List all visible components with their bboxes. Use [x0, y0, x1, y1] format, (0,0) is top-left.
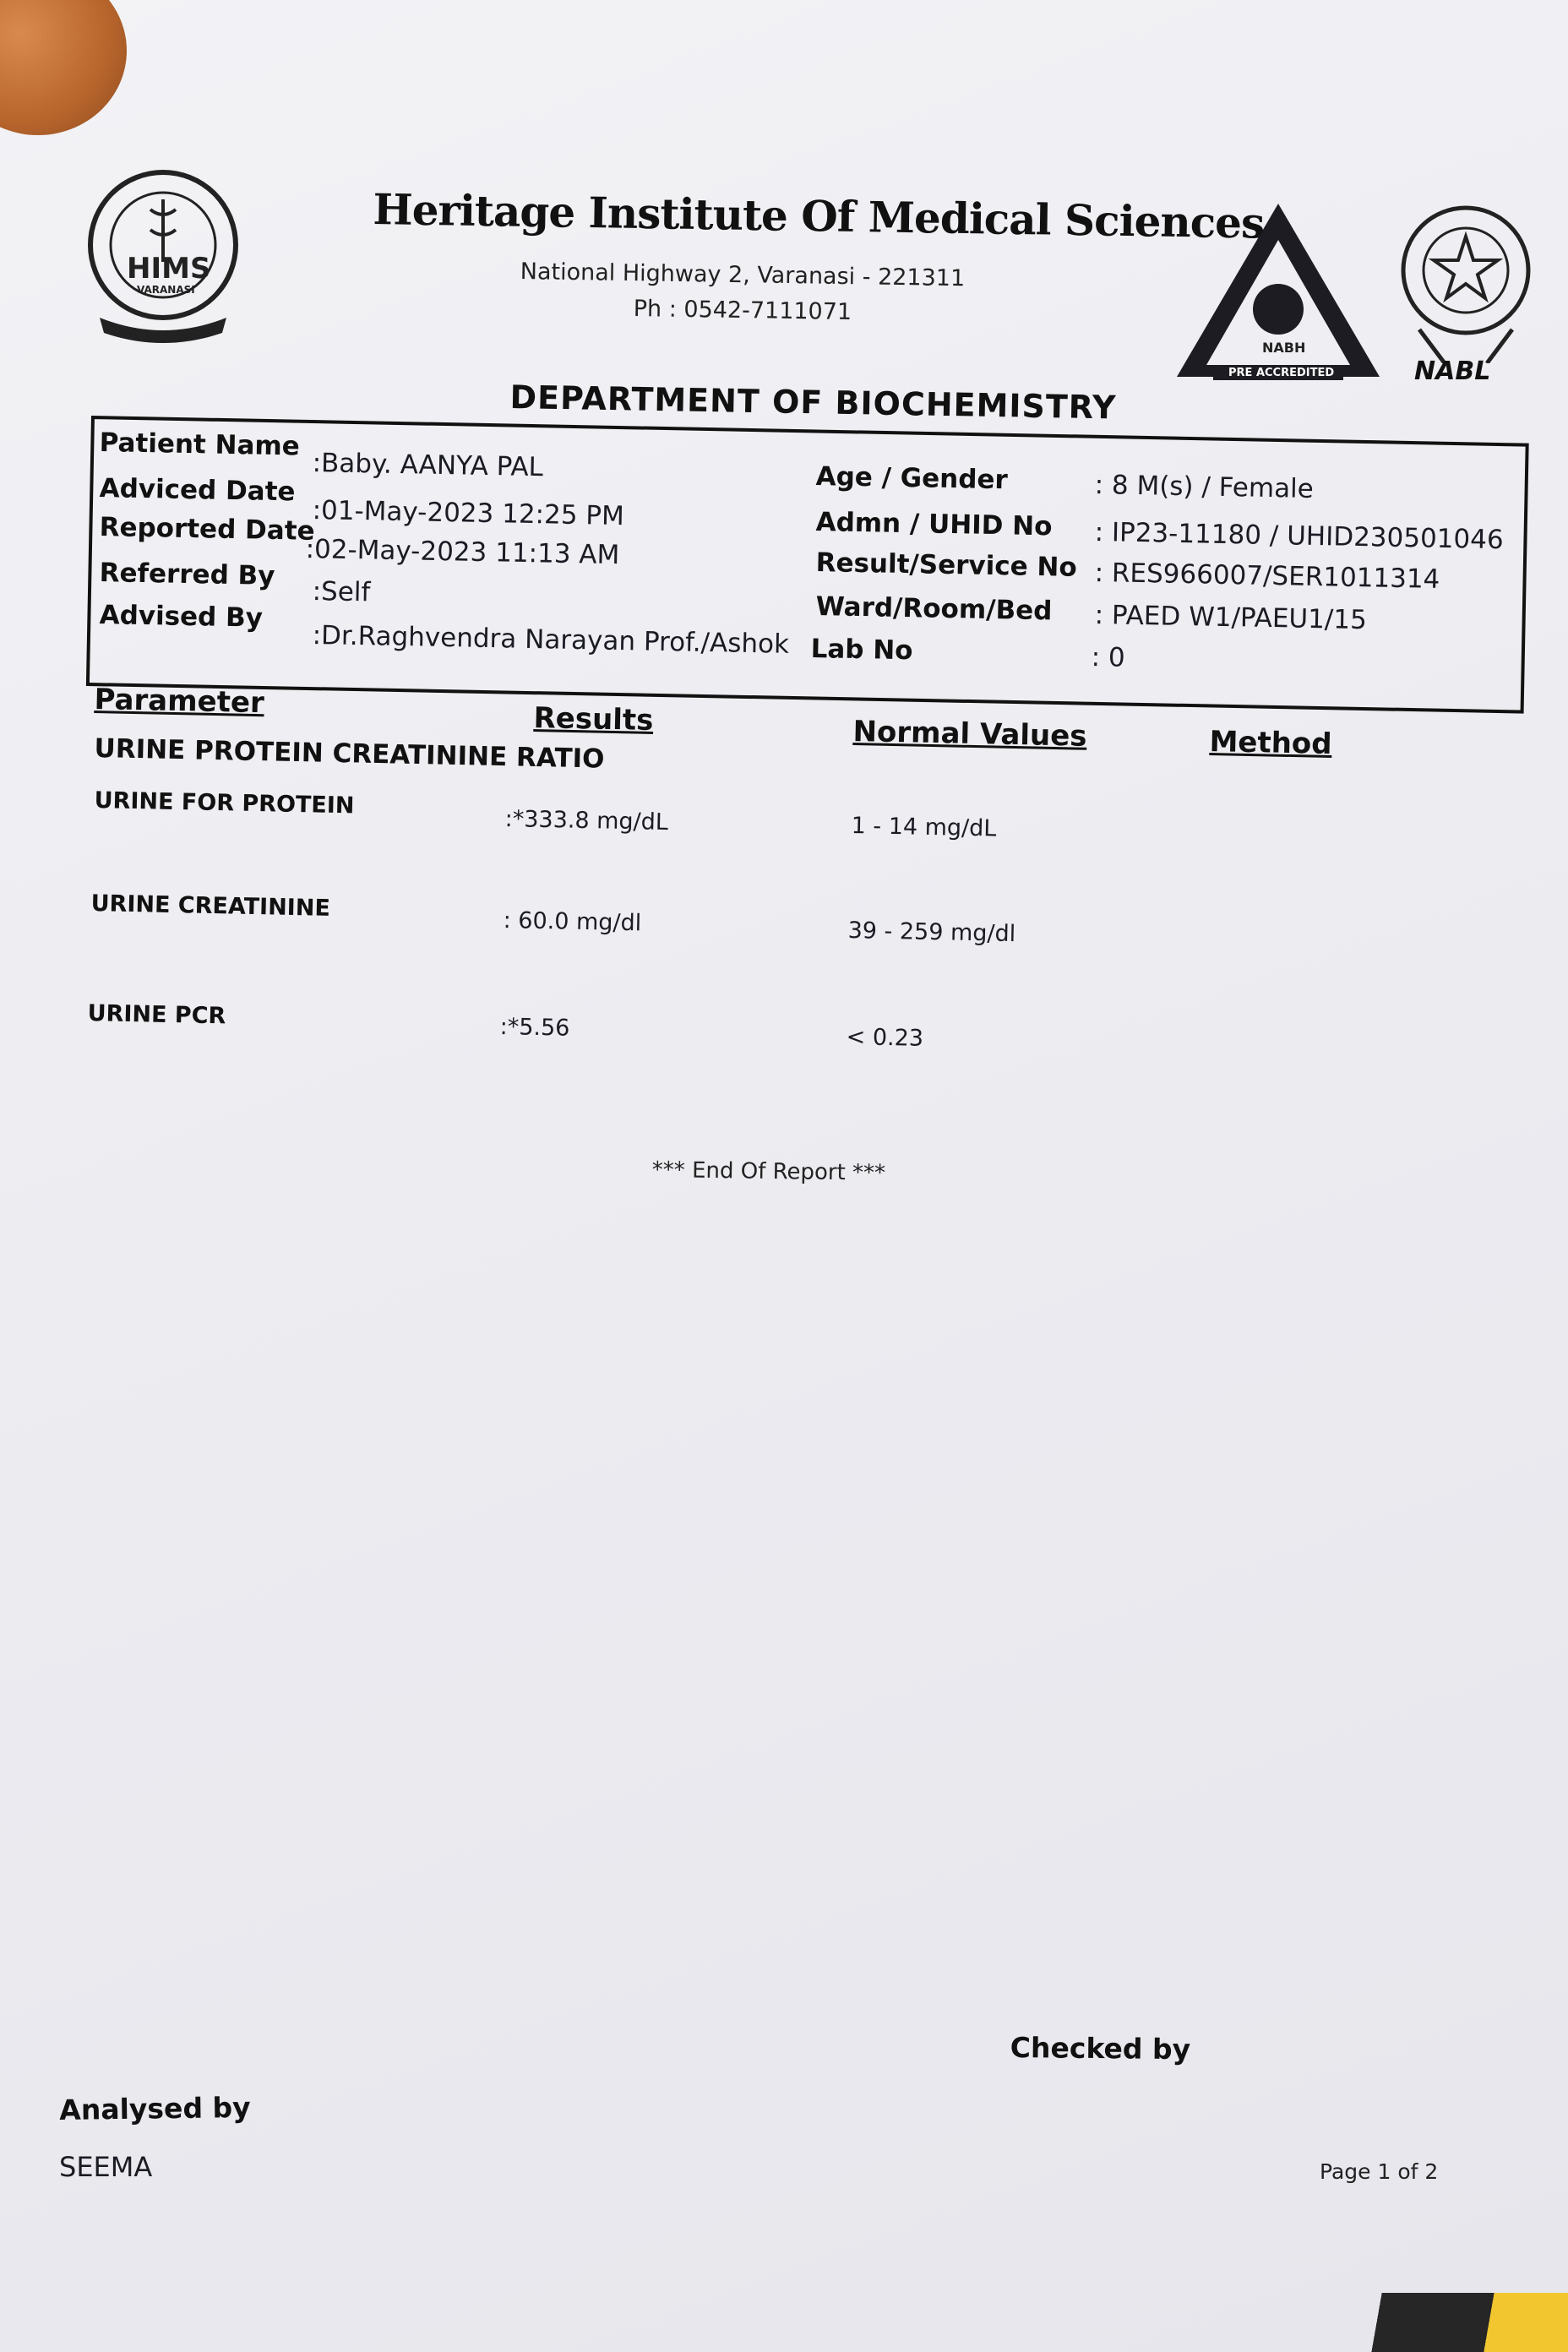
row-result: :*333.8 mg/dL: [504, 806, 669, 836]
col-header-results: Results: [533, 701, 654, 738]
row-parameter: URINE CREATININE: [90, 890, 331, 922]
lab-no-value: : 0: [1091, 642, 1126, 673]
institute-name: Heritage Institute Of Medical Sciences: [373, 184, 1265, 248]
row-normal: 39 - 259 mg/dl: [847, 917, 1016, 948]
analysed-by-label: Analysed by: [59, 2090, 251, 2126]
ward-room-bed-label: Ward/Room/Bed: [815, 591, 1053, 627]
department-title: DEPARTMENT OF BIOCHEMISTRY: [509, 378, 1117, 427]
ward-room-bed-value: : PAED W1/PAEU1/15: [1094, 600, 1368, 636]
result-service-value: : RES966007/SER1011314: [1094, 558, 1440, 595]
hims-logo-subtext: VARANASI: [137, 284, 195, 296]
lab-no-label: Lab No: [810, 634, 913, 667]
col-header-parameter: Parameter: [94, 683, 265, 721]
institute-phone: Ph : 0542-7111071: [633, 296, 852, 326]
row-normal: < 0.23: [846, 1024, 924, 1052]
adviced-date-value: :01-May-2023 12:25 PM: [312, 495, 625, 532]
nabh-logo: [1173, 199, 1384, 385]
reported-date-label: Reported Date: [99, 512, 315, 547]
admn-uhid-label: Admn / UHID No: [815, 507, 1053, 542]
col-header-normal-values: Normal Values: [852, 715, 1087, 754]
age-gender-label: Age / Gender: [815, 461, 1009, 496]
section-title: URINE PROTEIN CREATININE RATIO: [94, 733, 605, 775]
admn-uhid-value: : IP23-11180 / UHID230501046: [1094, 517, 1504, 556]
nabh-logo-text: NABH: [1262, 340, 1306, 356]
nabl-logo-text: NABL: [1414, 357, 1491, 386]
institute-address: National Highway 2, Varanasi - 221311: [520, 259, 966, 292]
nabl-logo: [1386, 203, 1546, 389]
patient-name-value: :Baby. AANYA PAL: [312, 448, 544, 483]
hims-logo-text: HIMS: [127, 252, 211, 286]
row-normal: 1 - 14 mg/dL: [851, 813, 997, 842]
row-parameter: URINE PCR: [87, 1000, 226, 1030]
row-result: :*5.56: [499, 1014, 570, 1042]
referred-by-label: Referred By: [99, 558, 275, 591]
nabl-logo-icon: [1386, 203, 1546, 363]
advised-by-label: Advised By: [99, 600, 264, 634]
corner-artifact: [1298, 2293, 1568, 2352]
analyst-name: SEEMA: [59, 2151, 153, 2183]
advised-by-value: :Dr.Raghvendra Narayan Prof./Ashok: [312, 620, 790, 660]
hims-logo: [83, 167, 243, 345]
referred-by-value: :Self: [312, 576, 371, 608]
col-header-method: Method: [1209, 725, 1333, 762]
checked-by-label: Checked by: [1010, 2031, 1191, 2066]
end-of-report: *** End Of Report ***: [651, 1157, 886, 1186]
patient-name-label: Patient Name: [99, 427, 301, 462]
nabh-logo-icon: [1173, 199, 1384, 385]
nabh-logo-badge: PRE ACCREDITED: [1228, 367, 1335, 379]
age-gender-value: : 8 M(s) / Female: [1094, 470, 1315, 504]
result-service-label: Result/Service No: [815, 547, 1078, 583]
row-parameter: URINE FOR PROTEIN: [94, 787, 355, 819]
row-result: : 60.0 mg/dl: [503, 907, 642, 937]
page-number: Page 1 of 2: [1320, 2159, 1439, 2184]
adviced-date-label: Adviced Date: [99, 473, 296, 508]
reported-date-value: :02-May-2023 11:13 AM: [305, 534, 620, 571]
